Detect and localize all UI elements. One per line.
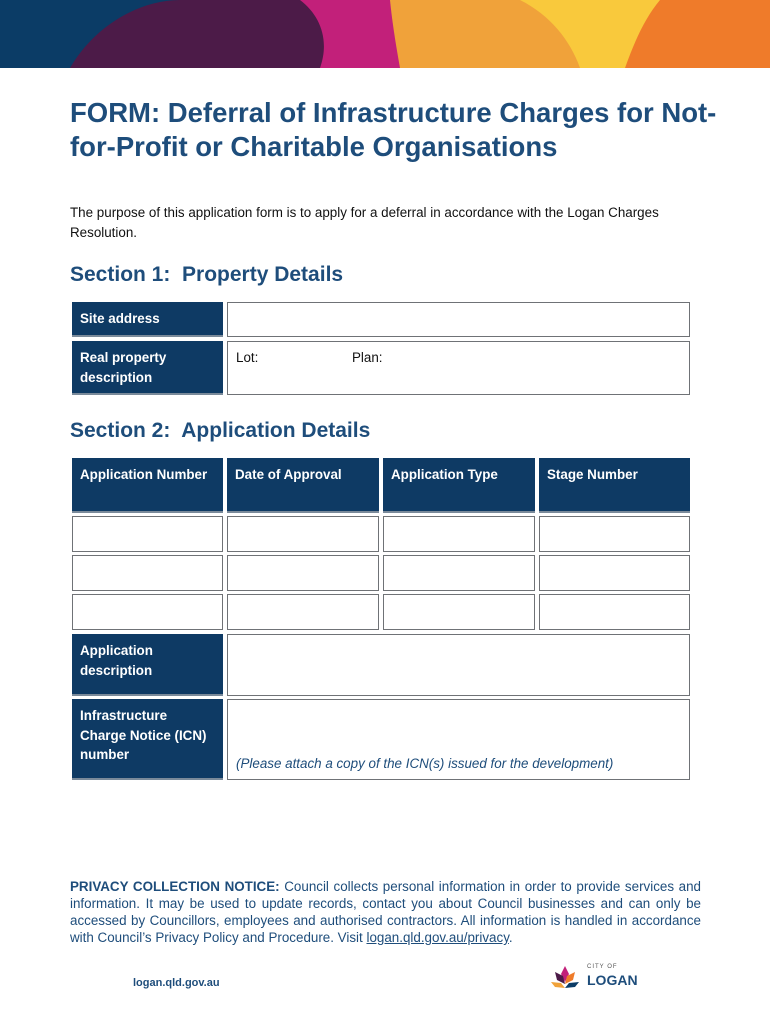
column-header-application-type: Application Type bbox=[383, 458, 535, 513]
real-property-field[interactable] bbox=[227, 341, 690, 395]
plan-label: Plan: bbox=[352, 350, 383, 365]
intro-text: The purpose of this application form is to apply for a deferral in accordance with the Logan Charges Resolution. bbox=[70, 205, 659, 240]
row-2-application-type[interactable] bbox=[383, 555, 535, 591]
icn-number-label: Infrastructure Charge Notice (ICN) number bbox=[72, 699, 223, 780]
header-banner bbox=[0, 0, 770, 68]
icn-attach-note: (Please attach a copy of the ICN(s) issued for the development) bbox=[236, 756, 614, 771]
column-header-application-number: Application Number bbox=[72, 458, 223, 513]
column-header-date-of-approval: Date of Approval bbox=[227, 458, 379, 513]
footer-url: logan.qld.gov.au bbox=[133, 977, 220, 989]
icn-number-field[interactable] bbox=[227, 699, 690, 780]
site-address-field[interactable] bbox=[227, 302, 690, 337]
privacy-link[interactable]: logan.qld.gov.au/privacy bbox=[366, 930, 509, 945]
row-1-application-type[interactable] bbox=[383, 516, 535, 552]
lot-label: Lot: bbox=[236, 350, 259, 365]
row-1-application-number[interactable] bbox=[72, 516, 223, 552]
privacy-lead: PRIVACY COLLECTION NOTICE: bbox=[70, 879, 280, 894]
application-description-label: Application description bbox=[72, 634, 223, 696]
row-2-application-number[interactable] bbox=[72, 555, 223, 591]
real-property-label: Real property description bbox=[72, 341, 223, 395]
section-1-heading: Section 1: Property Details bbox=[70, 263, 344, 286]
logo-logan: LOGAN bbox=[587, 972, 638, 988]
site-address-label: Site address bbox=[72, 302, 223, 337]
column-header-stage-number: Stage Number bbox=[539, 458, 690, 513]
privacy-notice bbox=[70, 878, 701, 946]
row-3-stage-number[interactable] bbox=[539, 594, 690, 630]
section-2-heading: Section 2: Application Details bbox=[70, 419, 371, 442]
row-3-date-of-approval[interactable] bbox=[227, 594, 379, 630]
logo-city-of: CITY OF bbox=[587, 964, 618, 970]
row-2-stage-number[interactable] bbox=[539, 555, 690, 591]
row-3-application-number[interactable] bbox=[72, 594, 223, 630]
row-1-date-of-approval[interactable] bbox=[227, 516, 379, 552]
row-2-date-of-approval[interactable] bbox=[227, 555, 379, 591]
row-3-application-type[interactable] bbox=[383, 594, 535, 630]
privacy-end: . bbox=[508, 930, 513, 945]
form-title: FORM: Deferral of Infrastructure Charges for Not-for-Profit or Charitable Organisations bbox=[70, 97, 717, 162]
privacy-body: Council collects personal information in order to provide services and information. It may be used to update records, contact you about Council businesses and can only be accessed by Councillors, employees and authorised contractors. All information is handled in accordance with Council’s Privacy Policy and Procedure. Visit bbox=[70, 879, 701, 945]
row-1-stage-number[interactable] bbox=[539, 516, 690, 552]
application-description-field[interactable] bbox=[227, 634, 690, 696]
